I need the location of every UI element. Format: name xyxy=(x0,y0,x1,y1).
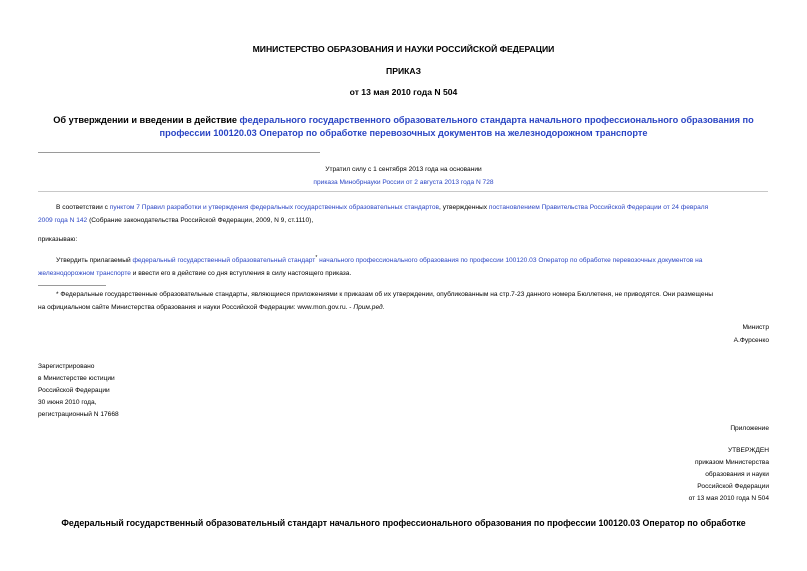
footnote-line2: на официальном сайте Министерства образования и науки Российской Федерации: www.mon.gov.ru. - xyxy=(38,304,354,311)
p1-mid-text: , утвержденных xyxy=(439,204,489,211)
lapse-note xyxy=(0,163,807,189)
railway-link[interactable]: железнодорожном транспорте xyxy=(38,270,131,278)
registration-line: регистрационный N 17668 xyxy=(38,411,119,418)
doc-date-heading: от 13 мая 2010 года N 504 xyxy=(349,87,458,97)
p1-post-text: (Собрание законодательства Российской Федерации, 2009, N 9, ст.1110), xyxy=(87,217,314,224)
footnote xyxy=(38,288,770,314)
registration-line: в Министерстве юстиции xyxy=(38,375,115,382)
order-word: приказываю: xyxy=(38,236,78,243)
p2-post-text: и ввести его в действие со дня вступления в силу настоящего приказа. xyxy=(130,270,352,278)
footnote-divider xyxy=(38,285,106,286)
registration-line: 30 июня 2010 года, xyxy=(38,399,97,406)
appendix-block xyxy=(689,423,769,505)
appendix-label: Приложение xyxy=(730,425,769,432)
doc-type-heading: ПРИКАЗ xyxy=(386,66,421,76)
standard-title: Федеральный государственный образовательный стандарт начального профессионального образования по профессии 100120.03 Оператор по обработке xyxy=(61,518,746,528)
title-prefix: Об утверждении и введении в действие xyxy=(53,115,240,125)
decree-date-link[interactable]: 2009 года N 142 xyxy=(38,217,88,224)
ministry-heading: МИНИСТЕРСТВО ОБРАЗОВАНИЯ И НАУКИ РОССИЙСКОЙ ФЕДЕРАЦИИ xyxy=(252,44,555,54)
title-profession-link[interactable]: профессии 100120.03 Оператор по обработке перевозочных документов на железнодорожном транспорте xyxy=(159,128,648,138)
lapse-order-link[interactable]: приказа Минобрнауки России от 2 августа 2013 года N 728 xyxy=(313,179,494,186)
p1-text: В соответствии с xyxy=(56,204,110,211)
approved-label: УТВЕРЖДЕН xyxy=(727,447,769,454)
approval-line: образования и науки xyxy=(705,471,769,478)
signature-block xyxy=(734,321,769,347)
registration-block xyxy=(38,361,119,421)
registration-line: Российской Федерации xyxy=(38,387,110,394)
approval-line: от 13 мая 2010 года N 504 xyxy=(688,495,769,502)
title-standard-link[interactable]: федерального государственного образовательного стандарта начального профессионального образования по xyxy=(239,115,754,125)
approval-line: Российской Федерации xyxy=(697,483,769,490)
paragraph-approve xyxy=(38,252,770,280)
paragraph-basis xyxy=(38,201,770,227)
rules-link[interactable]: пунктом 7 Правил разработки и утверждения федеральных государственных образовательных стандартов xyxy=(109,204,440,211)
editor-note: Прим.ред. xyxy=(353,304,385,311)
approval-line: приказом Министерства xyxy=(694,459,769,466)
standard-profession-link[interactable]: начального профессионального образования по профессии 100120.03 Оператор по обработке перевозочных документов на xyxy=(319,257,703,265)
decree-link[interactable]: постановлением Правительства Российской Федерации от 24 февраля xyxy=(488,204,709,211)
footnote-mark[interactable]: * xyxy=(315,255,318,261)
registration-line: Зарегистрировано xyxy=(38,363,95,370)
divider-full xyxy=(38,191,768,192)
minister-name: А.Фурсенко xyxy=(733,337,769,344)
order-title xyxy=(0,114,807,140)
standard-link[interactable]: федеральный государственный образовательный стандарт xyxy=(132,257,316,265)
p2-text: Утвердить прилагаемый xyxy=(56,257,133,265)
minister-title: Министр xyxy=(742,324,769,331)
footnote-line1: * Федеральные государственные образовательные стандарты, являющиеся приложениями к приказам об их утверждении, опубликованным на стр.7-23 данного номера Бюллетеня, не приводятся. Они размещены xyxy=(56,291,713,298)
divider-top xyxy=(38,152,320,153)
lapse-line: Утратил силу с 1 сентября 2013 года на основании xyxy=(325,166,482,173)
